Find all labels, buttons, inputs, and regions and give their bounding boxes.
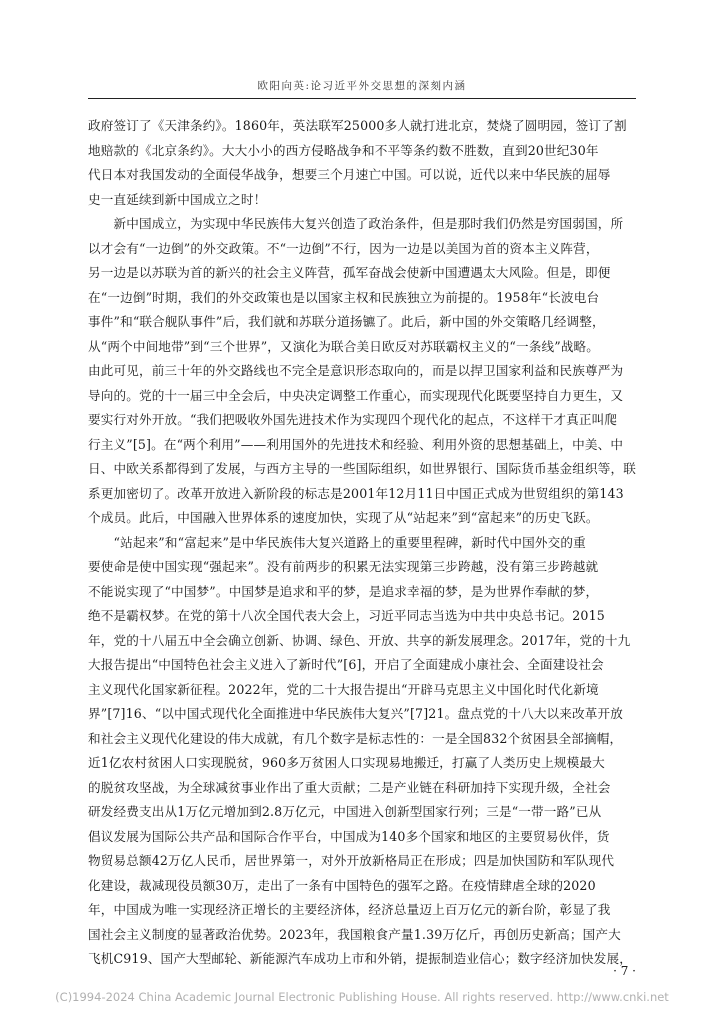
body-line: 绝不是霸权梦。在党的第十八次全国代表大会上，习近平同志当选为中共中央总书记。2015 [88,608,605,623]
body-line: 代日本对我国发动的全面侵华战争，想要三个月速亡中国。可以说，近代以来中华民族的屈辱 [88,167,611,182]
article-body [88,114,636,972]
body-line: 以才会有“一边倒”的外交政策。不“一边倒”不行，因为一边是以美国为首的资本主义阵营， [88,240,599,256]
body-line: 近1亿农村贫困人口实现脱贫，960多万贫困人口实现易地搬迁，打赢了人类历史上规模最大 [88,755,605,770]
body-line: 个成员。此后，中国融入世界体系的速度加快，实现了从“站起来”到“富起来”的历史飞跃。 [88,510,599,525]
body-line: 事件”和“联合舰队事件”后，我们就和苏联分道扬镳了。此后，新中国的外交策略几经调整， [88,314,605,329]
body-line: 倡议发展为国际公共产品和国际合作平台，中国成为140多个国家和地区的主要贸易伙伴，货 [88,828,610,844]
body-line: 要实行对外开放。“我们把吸收外国先进技术作为实现四个现代化的起点，不这样干才真正叫爬 [88,412,618,427]
body-line: 另一边是以苏联为首的新兴的社会主义阵营，孤军奋战会使新中国遭遇太大风险。但是，即便 [88,265,611,280]
body-line: 界”[7]16、“以中国式现代化全面推进中华民族伟大复兴”[7]21。盘点党的十八大以来改革开放 [88,706,624,721]
body-line: 导向的。党的十一届三中全会后，中央决定调整工作重心，而实现现代化既要坚持自力更生，又 [88,387,624,403]
body-line: 国社会主义制度的显著政治优势。2023年，我国粮食产量1.39万亿斤，再创历史新高；国产大 [88,926,621,942]
body-line: 主义现代化国家新征程。2022年，党的二十大报告提出“开辟马克思主义中国化时代化新境 [88,681,599,697]
body-line: 行主义”[5]。在“两个利用”——利用国外的先进技术和经验、利用外资的思想基础上，中美、中 [88,436,624,452]
body-line: 政府签订了《天津条约》。1860年，英法联军25000多人就打进北京，焚烧了圆明园，签订了割 [88,118,627,133]
body-line: 由此可见，前三十年的外交路线也不完全是意识形态取向的，而是以捍卫国家利益和民族尊严为 [88,363,624,378]
body-line: 研发经费支出从1万亿元增加到2.8万亿元，中国进入创新型国家行列；三是“一带一路”已从 [88,804,602,819]
body-line: 地赔款的《北京条约》。大大小小的西方侵略战争和不平等条约数不胜数，直到20世纪30年 [88,142,599,158]
body-line: 大报告提出“中国特色社会主义进入了新时代”[6]，开启了全面建成小康社会、全面建设社会 [88,657,604,672]
body-line: 日、中欧关系都得到了发展，与西方主导的一些国际组织，如世界银行、国际货币基金组织等，联 [88,461,636,476]
body-line: 飞机C919、国产大型邮轮、新能源汽车成功上市和外销，提振制造业信心；数字经济加快发展， [88,951,633,966]
body-line: 从“两个中间地带”到“三个世界”，又演化为联合美日欧反对苏联霸权主义的“一条线”战略。 [88,338,600,354]
body-line: 年，党的十八届五中全会确立创新、协调、绿色、开放、共享的新发展理念。2017年，党的十九 [88,632,631,648]
body-line: 史一直延续到新中国成立之时！ [88,191,267,207]
copyright-notice: (C)1994-2024 China Academic Journal Electronic Publishing House. All rights reserved. http://www.cnki.net [55,990,669,1004]
body-line: 物贸易总额42万亿人民币，居世界第一，对外开放新格局正在形成；四是加快国防和军队现代 [88,853,615,868]
body-line: 在“一边倒”时期，我们的外交政策也是以国家主权和民族独立为前提的。1958年“长波电台 [88,289,600,305]
body-line: 不能说实现了“中国梦”。中国梦是追求和平的梦，是追求幸福的梦，是为世界作奉献的梦， [88,583,599,599]
running-header: 欧阳向英:论习近平外交思想的深刻内涵 [257,80,467,92]
header-rule [88,98,636,99]
body-line: 年，中国成为唯一实现经济正增长的主要经济体，经济总量迈上百万亿元的新台阶，彰显了我 [88,902,611,917]
page-number: · 7 · [613,964,636,978]
body-line: 和社会主义现代化建设的伟大成就，有几个数字是标志性的：一是全国832个贫困县全部摘帽， [88,730,623,746]
body-line: 化建设，裁减现役员额30万，走出了一条有中国特色的强军之路。在疫情肆虐全球的2020 [88,877,596,893]
body-line: 新中国成立，为实现中华民族伟大复兴创造了政治条件，但是那时我们仍然是穷国弱国，所 [88,216,624,231]
body-line: 系更加密切了。改革开放进入新阶段的标志是2001年12月11日中国正式成为世贸组织的第143 [88,485,624,501]
body-line: “站起来”和“富起来”是中华民族伟大复兴道路上的重要里程碑，新时代中国外交的重 [88,534,586,550]
body-line: 要使命是使中国实现“强起来”。没有前两步的积累无法实现第三步跨越，没有第三步跨越就 [88,559,599,574]
body-line: 的脱贫攻坚战，为全球减贫事业作出了重大贡献；二是产业链在科研加持下实现升级，全社会 [88,779,611,795]
